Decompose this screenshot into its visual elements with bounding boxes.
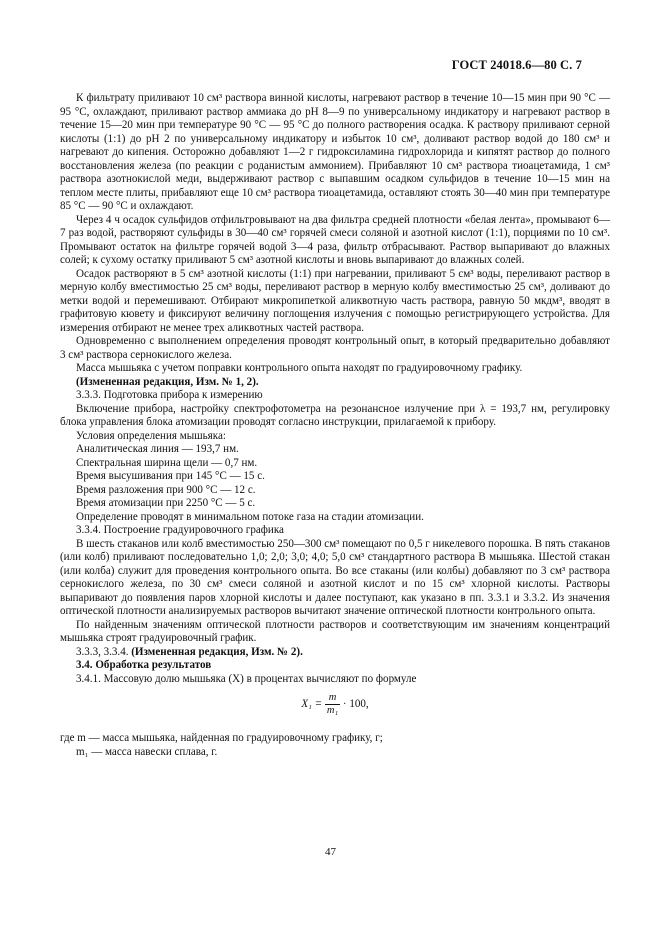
formula-numerator: m [325,692,340,705]
paragraph-instrument-setup: Включение прибора, настройку спектрофотометра на резонансное излучение при λ = 193,7 нм, регулировку блока управления блока атомизации проводят согласно инструкции, прилагаемой к прибору. [60,402,610,428]
paragraph-sulfides: Через 4 ч осадок сульфидов отфильтровывают на два фильтра средней плотности «белая лента», промывают 6—7 раз водой, растворяют сульфиды в 30—40 см³ горячей смеси соляной и азотной кислот (1:1), порциями по 10 см³. Промывают остаток на фильтре горячей водой 3—4 раза, фильтр отбрасывают. Раствор выпаривают до влажных солей; к сухому остатку приливают 5 см³ азотной кислоты и вновь выпаривают до влажных солей. [60,213,610,266]
amendment-line-2 [60,646,610,660]
amendment-sections: 3.3.3, 3.3.4. [76,645,129,658]
paragraph-dissolution: Осадок растворяют в 5 см³ азотной кислоты (1:1) при нагревании, приливают 5 см³ воды, переливают раствор в мерную колбу вместимостью 25 см³ воды, переливают раствор в мерную колбу вместимостью 25 см³, доливают до метки водой и перемешивают. Отбирают микропипеткой аликвотную часть раствора, равную 50 мкдм³, вводят в графитовую кювету и фиксируют величину поглощения излучения с помощью регистрирующего устройства. Для измерения отбирают не менее трех аликвотных частей раствора. [60,267,610,334]
conditions-title: Условия определения мышьяка: [76,429,226,442]
page-number: 47 [325,846,336,858]
definition-m1: m₁ — масса навески сплава, г. [76,745,218,758]
section-3-3-4-heading: 3.3.4. Построение градуировочного графика [76,524,284,536]
formula-arsenic-fraction [60,692,610,726]
condition-atomization-time: Время атомизации при 2250 °С — 5 с. [76,497,256,509]
formula-fraction [325,692,340,717]
formula-lhs: X₁ = [301,698,323,711]
condition-drying-time: Время высушивания при 145 °С — 15 с. [76,470,265,482]
paragraph-calibration-graph: По найденным значениям оптической плотности растворов и соответствующим им значениям концентраций мышьяка строят градуировочный график. [60,618,610,644]
amendment-note-1-2: (Измененная редакция, Изм. № 1, 2). [76,375,259,388]
condition-decomposition-time: Время разложения при 900 °С — 12 с. [76,483,256,496]
amendment-note-2: (Измененная редакция, Изм. № 2). [131,645,303,658]
section-3-4-heading: 3.4. Обработка результатов [76,659,212,671]
document-body [60,92,610,759]
formula-rhs: · 100, [342,698,369,711]
formula-denominator: m₁ [326,705,339,716]
definition-m: где m — масса мышьяка, найденная по градуировочному графику, г; [60,732,383,744]
condition-analytical-line: Аналитическая линия — 193,7 нм. [76,443,239,455]
paragraph-mass-calibration: Масса мышьяка с учетом поправки контрольного опыта находят по градуировочному графику. [76,362,523,374]
paragraph-calibration-procedure: В шесть стаканов или колб вместимостью 250—300 см³ помещают по 0,5 г никелевого порошка. В пять стаканов (или колб) приливают последовательно 1,0; 2,0; 3,0; 4,0; 5,0 см³ стандартного раствора В мышьяка. Шестой стакан (или колба) служит для проведения контрольного опыта. Во все стаканы (или колбы) добавляют по 3 см³ раствора сернокислого железа, по 30 см³ смеси соляной и азотной кислот и по 15 см³ хлорной кислоты. Растворы выпаривают до появления паров хлорной кислоты и далее поступают, как указано в пп. 3.3.1 и 3.3.2. Из значения оптической плотности анализируемых растворов вычитают значение оптической плотности контрольного опыта. [60,537,610,617]
page-header: ГОСТ 24018.6—80 С. 7 [451,58,582,72]
paragraph-control-test: Одновременно с выполнением определения проводят контрольный опыт, в который предварительно добавляют 3 см³ раствора сернокислого железа. [60,335,610,361]
section-3-3-3-heading: 3.3.3. Подготовка прибора к измерению [76,389,263,401]
paragraph-filtrate: К фильтрату приливают 10 см³ раствора винной кислоты, нагревают раствор в течение 10—15 мин при 90 °С — 95 °С, охлаждают, приливают раствор аммиака до рН 8—9 по универсальному индикатору и нагревают раствор в течение 15—20 мин при температуре 90 °С — 95 °С до полного растворения осадка. К раствору приливают серной кислоты (1:1) до рН 2 по универсальному индикатору и избыток 10 см³, доливают раствор водой до 180 см³ и нагревают до кипения. Осторожно добавляют 1—2 г гидроксиламина гидрохлорида и кипятят раствор до полного восстановления железа (по реакции с роданистым аммонием). Прибавляют 10 см³ раствора тиоацетамида, 1 см³ раствора азотнокислой меди, выдерживают раствор с выпавшим осадком сульфидов в течение 10—15 мин на теплом месте плиты, прибавляют еще 10 см³ раствора тиоацетамида, оставляют стоять 30—40 мин при температуре 85 °С — 90 °С и охлаждают. [60,92,610,212]
condition-slit-width: Спектральная ширина щели — 0,7 нм. [76,456,258,469]
section-3-4-1-text: 3.4.1. Массовую долю мышьяка (X) в процентах вычисляют по формуле [76,672,417,685]
condition-gas-flow: Определение проводят в минимальном потоке газа на стадии атомизации. [76,510,424,523]
